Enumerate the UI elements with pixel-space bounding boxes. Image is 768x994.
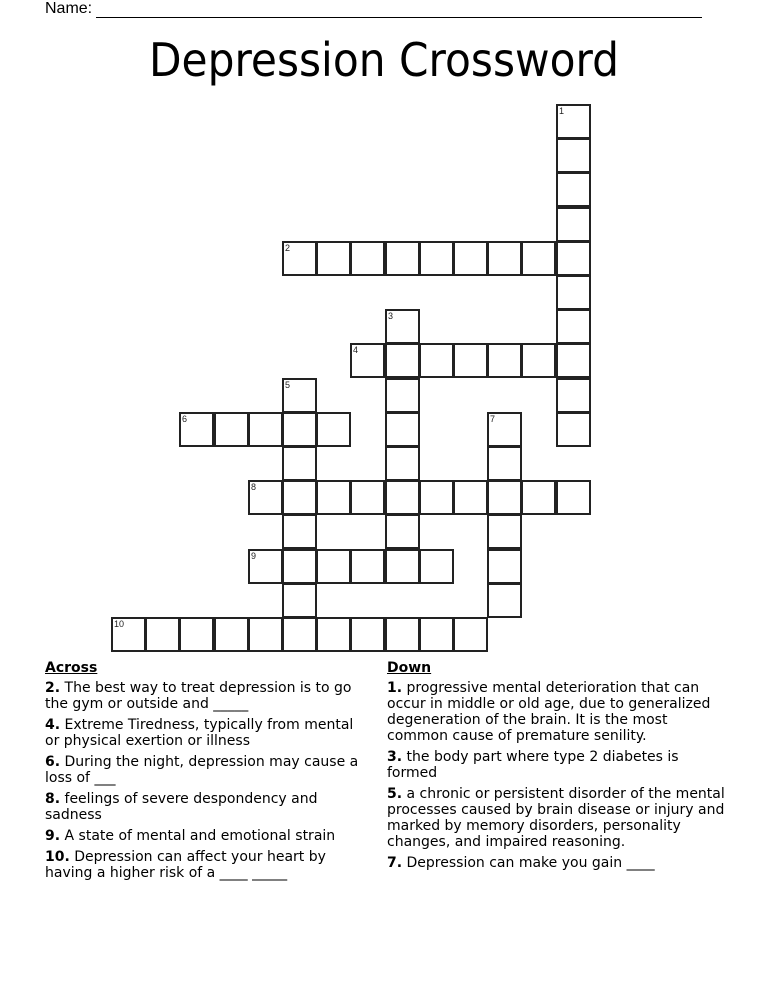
name-label: Name: — [45, 0, 93, 17]
crossword-cell[interactable] — [487, 480, 522, 515]
crossword-cell[interactable] — [350, 480, 385, 515]
crossword-cell[interactable] — [453, 617, 488, 652]
crossword-cell[interactable] — [487, 549, 522, 584]
crossword-cell[interactable] — [419, 241, 454, 276]
crossword-cell[interactable] — [316, 617, 351, 652]
clue-across-9: 9. A state of mental and emotional strain — [45, 828, 336, 844]
clue-number: 9 — [251, 551, 257, 561]
clue-down-7: 7. Depression can make you gain ____ — [387, 855, 655, 871]
crossword-cell[interactable] — [556, 104, 591, 139]
down-heading: Down — [387, 660, 432, 676]
crossword-cell[interactable] — [248, 617, 283, 652]
crossword-cell[interactable] — [487, 583, 522, 618]
crossword-cell[interactable] — [282, 514, 317, 549]
crossword-cell[interactable] — [385, 514, 420, 549]
clue-number: 5 — [285, 380, 291, 390]
crossword-cell[interactable] — [521, 343, 556, 378]
crossword-cell[interactable] — [248, 480, 283, 515]
crossword-cell[interactable] — [385, 480, 420, 515]
crossword-cell[interactable] — [521, 480, 556, 515]
crossword-cell[interactable] — [556, 378, 591, 413]
crossword-cell[interactable] — [385, 378, 420, 413]
crossword-cell[interactable] — [179, 617, 214, 652]
crossword-cell[interactable] — [453, 480, 488, 515]
clue-number: 2 — [285, 243, 291, 253]
clue-number: 4 — [353, 345, 359, 355]
crossword-cell[interactable] — [419, 549, 454, 584]
crossword-cell[interactable] — [350, 617, 385, 652]
crossword-cell[interactable] — [487, 412, 522, 447]
crossword-cell[interactable] — [385, 549, 420, 584]
crossword-cell[interactable] — [316, 412, 351, 447]
crossword-cell[interactable] — [282, 446, 317, 481]
crossword-cell[interactable] — [111, 617, 146, 652]
crossword-cell[interactable] — [453, 343, 488, 378]
crossword-cell[interactable] — [385, 241, 420, 276]
crossword-cell[interactable] — [487, 241, 522, 276]
clue-across-4: 4. Extreme Tiredness, typically from mental or physical exertion or illness — [45, 717, 354, 749]
crossword-cell[interactable] — [556, 343, 591, 378]
crossword-cell[interactable] — [214, 412, 249, 447]
across-heading: Across — [45, 660, 98, 676]
crossword-cell[interactable] — [248, 549, 283, 584]
crossword-cell[interactable] — [556, 207, 591, 242]
crossword-cell[interactable] — [487, 343, 522, 378]
clue-across-2: 2. The best way to treat depression is to go the gym or outside and _____ — [45, 680, 352, 712]
crossword-cell[interactable] — [453, 241, 488, 276]
crossword-cell[interactable] — [556, 138, 591, 173]
crossword-cell[interactable] — [248, 412, 283, 447]
crossword-cell[interactable] — [521, 241, 556, 276]
page-title: Depression Crossword — [148, 33, 620, 87]
crossword-cell[interactable] — [282, 583, 317, 618]
clue-number: 3 — [388, 311, 394, 321]
crossword-cell[interactable] — [385, 446, 420, 481]
crossword-cell[interactable] — [385, 412, 420, 447]
crossword-cell[interactable] — [556, 172, 591, 207]
crossword-cell[interactable] — [556, 412, 591, 447]
crossword-cell[interactable] — [350, 241, 385, 276]
clue-across-6: 6. During the night, depression may cause a loss of ___ — [45, 754, 359, 786]
crossword-cell[interactable] — [556, 309, 591, 344]
crossword-cell[interactable] — [179, 412, 214, 447]
crossword-cell[interactable] — [385, 309, 420, 344]
crossword-cell[interactable] — [556, 275, 591, 310]
crossword-cell[interactable] — [556, 480, 591, 515]
crossword-cell[interactable] — [419, 480, 454, 515]
crossword-cell[interactable] — [316, 480, 351, 515]
crossword-cell[interactable] — [316, 241, 351, 276]
crossword-cell[interactable] — [282, 412, 317, 447]
crossword-cell[interactable] — [282, 549, 317, 584]
crossword-cell[interactable] — [316, 549, 351, 584]
crossword-cell[interactable] — [282, 378, 317, 413]
clue-number: 1 — [559, 106, 565, 116]
clue-across-10: 10. Depression can affect your heart by having a higher risk of a ____ _____ — [45, 849, 326, 881]
down-clues — [387, 660, 732, 876]
crossword-cell[interactable] — [419, 343, 454, 378]
crossword-cell[interactable] — [145, 617, 180, 652]
crossword-cell[interactable] — [487, 446, 522, 481]
crossword-cell[interactable] — [556, 241, 591, 276]
clue-down-1: 1. progressive mental deterioration that can occur in middle or old age, due to generalized degeneration of the brain. It is the most common cause of premature senility. — [387, 680, 711, 744]
crossword-cell[interactable] — [282, 617, 317, 652]
crossword-cell[interactable] — [385, 343, 420, 378]
clue-down-5: 5. a chronic or persistent disorder of the mental processes caused by brain disease or injury and marked by memory disorders, personality changes, and impaired reasoning. — [387, 786, 725, 850]
clue-number: 6 — [182, 414, 188, 424]
crossword-cell[interactable] — [350, 549, 385, 584]
clue-number: 10 — [114, 619, 125, 629]
across-clues — [45, 660, 365, 886]
crossword-cell[interactable] — [487, 514, 522, 549]
crossword-cell[interactable] — [385, 617, 420, 652]
crossword-cell[interactable] — [282, 241, 317, 276]
crossword-cell[interactable] — [419, 617, 454, 652]
clue-number: 7 — [490, 414, 496, 424]
crossword-cell[interactable] — [214, 617, 249, 652]
clue-number: 8 — [251, 482, 257, 492]
crossword-cell[interactable] — [282, 480, 317, 515]
crossword-cell[interactable] — [350, 343, 385, 378]
clue-down-3: 3. the body part where type 2 diabetes is formed — [387, 749, 679, 781]
clue-across-8: 8. feelings of severe despondency and sadness — [45, 791, 318, 823]
